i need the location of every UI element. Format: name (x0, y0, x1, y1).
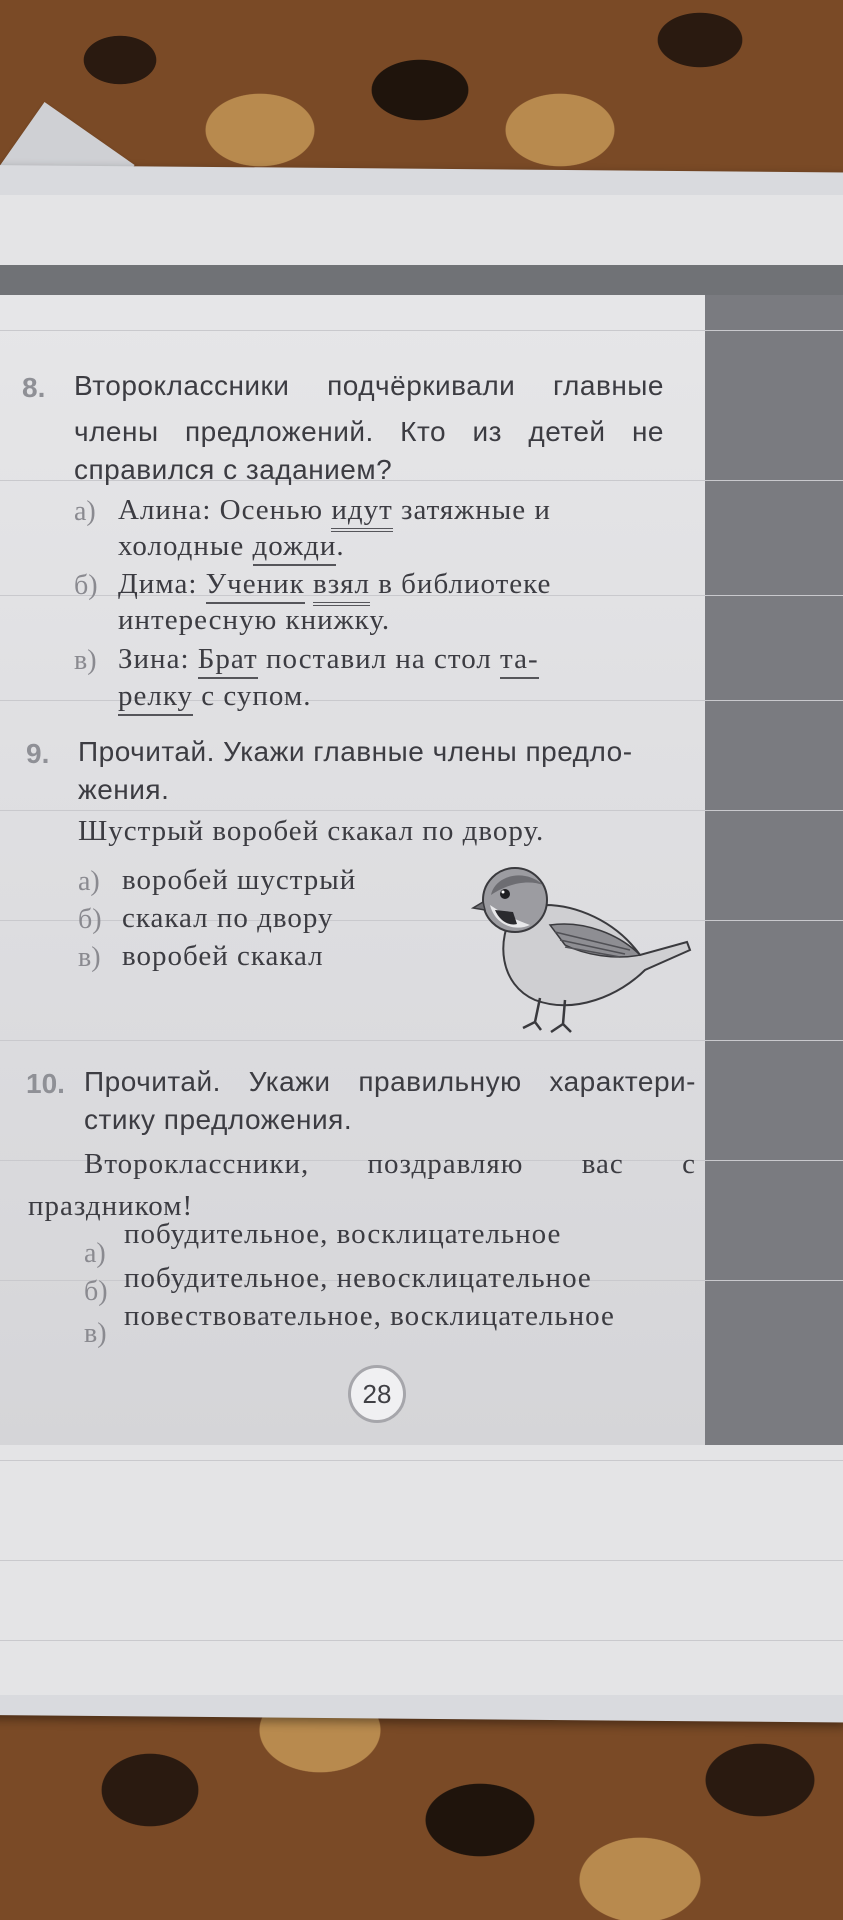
task-number: 8. (22, 372, 46, 403)
ruled-line (0, 1640, 843, 1641)
sentence-line: праздником! (28, 1190, 194, 1222)
question-line: члены предложений. Кто из детей не (74, 416, 664, 447)
subject: Брат (198, 643, 258, 679)
predicate: взял (313, 568, 370, 606)
option-letter: а) (78, 866, 100, 897)
text: холодные (118, 530, 253, 562)
text: . (336, 530, 345, 562)
option-b-line: интересную книжку. (118, 604, 391, 636)
option-letter: а) (74, 496, 96, 527)
text: с супом. (193, 680, 312, 712)
option-text: воробей скакал (122, 940, 324, 972)
sentence: Шустрый воробей скакал по двору. (78, 815, 545, 847)
option-letter: б) (74, 570, 98, 601)
ruled-line (0, 1460, 843, 1461)
text: в библиотеке (369, 568, 552, 600)
question-line: справился с заданием? (74, 454, 393, 485)
question-line: стику предложения. (84, 1104, 353, 1135)
option-text: скакал по двору (122, 902, 334, 934)
task-number: 9. (26, 738, 50, 769)
ruled-line (0, 1560, 843, 1561)
page-number: 28 (348, 1365, 406, 1423)
text: поставил на стол (257, 643, 501, 675)
question-line: Прочитай. Укажи правильную характери- (84, 1066, 696, 1097)
question-line: Второклассники подчёркивали главные (74, 370, 664, 401)
text: Зина: (118, 643, 198, 675)
option-text: воробей шустрый (122, 864, 357, 896)
sparrow-illustration (455, 850, 695, 1040)
sentence-line: Второклассники, поздравляю вас с (84, 1148, 696, 1180)
option-a-line (118, 530, 345, 563)
predicate: идут (331, 494, 392, 532)
option-text: повествовательное, восклицательное (124, 1300, 615, 1332)
option-letter: в) (74, 645, 97, 676)
task-number: 10. (26, 1068, 65, 1099)
option-b-line (118, 568, 551, 601)
text (305, 568, 313, 600)
option-letter: б) (78, 904, 102, 935)
page-header-band (0, 265, 843, 295)
option-letter: в) (84, 1318, 107, 1349)
option-a-line (118, 494, 551, 527)
option-letter: а) (84, 1238, 106, 1269)
option-text: побудительное, невосклицательное (124, 1262, 592, 1294)
ruled-line (0, 1040, 843, 1041)
text: Дима: (118, 568, 206, 600)
question-line: Прочитай. Укажи главные члены предло- (78, 736, 633, 767)
text: затяжные и (392, 494, 551, 526)
object: та- (500, 643, 539, 679)
option-c-line (118, 643, 539, 676)
subject: дожди (253, 530, 337, 566)
ruled-line (0, 810, 843, 811)
option-c-line (118, 680, 311, 713)
option-letter: в) (78, 942, 101, 973)
option-letter: б) (84, 1276, 108, 1307)
object: релку (118, 680, 193, 716)
ruled-line (0, 330, 843, 331)
option-text: побудительное, восклицательное (124, 1218, 562, 1250)
question-line: жения. (78, 774, 170, 805)
text: Алина: Осенью (118, 494, 332, 526)
subject: Ученик (206, 568, 305, 604)
page-margin-strip (700, 295, 843, 1445)
